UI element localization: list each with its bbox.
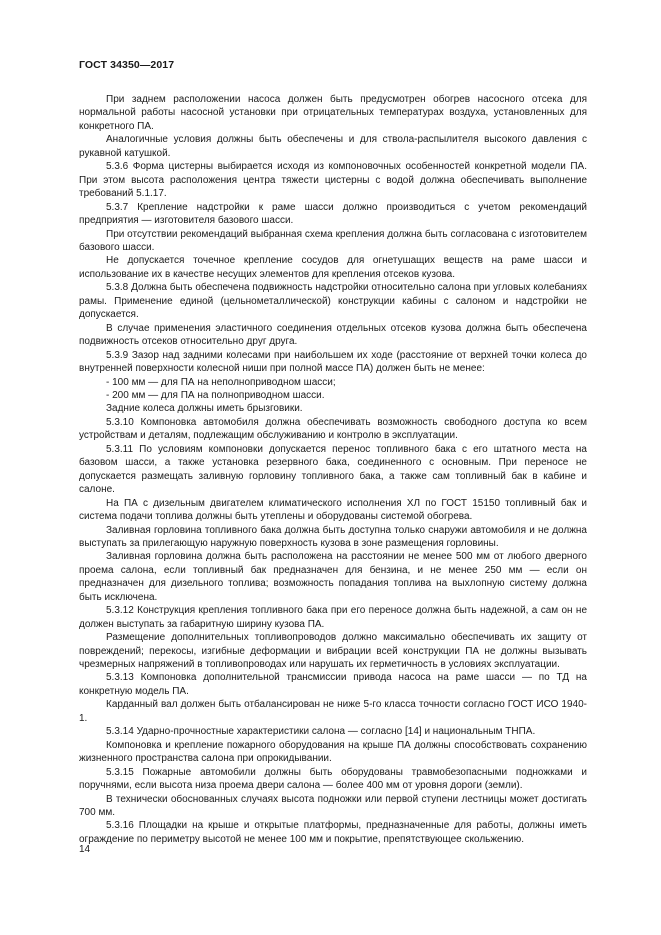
paragraph: 5.3.16 Площадки на крыше и открытые платформы, предназначенные для работы, должны иметь ограждение по периметру высотой не менее 100 мм и покрытие, препятствующее скольжению.	[79, 820, 587, 845]
list-item: - 100 мм — для ПА на неполноприводном шасси;	[106, 376, 336, 388]
paragraph: Аналогичные условия должны быть обеспечены и для ствола-распылителя высокого давления с рукавной катушкой.	[79, 134, 587, 159]
paragraph: 5.3.6 Форма цистерны выбирается исходя из компоновочных особенностей конкретной модели ПА. При этом высота расположения центра тяжести цистерны с водой должна обеспечивать выполнение требований 5.1.17.	[79, 161, 587, 200]
paragraph: Заливная горловина топливного бака должна быть доступна только снаружи автомобиля и не должна выступать за прилегающую наружную поверхность кузова в зоне размещения горловины.	[79, 524, 587, 549]
paragraph: Не допускается точечное крепление сосудов для огнетушащих веществ на раме шасси и использование их в качестве несущих элементов для крепления отсеков кузова.	[79, 255, 587, 280]
paragraph: Задние колеса должны иметь брызговики.	[106, 403, 303, 415]
document-header: ГОСТ 34350—2017	[79, 59, 175, 71]
list-item: - 200 мм — для ПА на полноприводном шасси.	[106, 389, 325, 401]
paragraph: Заливная горловина должна быть расположена на расстоянии не менее 500 мм от любого дверного проема салона, если топливный бак предназначен для бензина, и не менее 250 мм — если он предназначен для дизельного топлива; возможность попадания топлива на выхлопную систему должна быть исключена.	[79, 551, 587, 603]
paragraph: 5.3.15 Пожарные автомобили должны быть оборудованы травмобезопасными подножками и поручнями, если высота низа проема двери салона — более 400 мм от уровня дороги (земли).	[79, 766, 587, 792]
paragraph: 5.3.13 Компоновка дополнительной трансмиссии привода насоса на раме шасси — по ТД на конкретную модель ПА.	[79, 672, 587, 697]
paragraph: 5.3.10 Компоновка автомобиля должна обеспечивать возможность свободного доступа ко всем устройствам и деталям, подлежащим обслуживанию и контролю в эксплуатации.	[79, 416, 587, 442]
paragraph: 5.3.12 Конструкция крепления топливного бака при его переносе должна быть надежной, а сам он не должен выступать за габаритную ширину кузова ПА.	[79, 605, 587, 630]
paragraph: В случае применения эластичного соединения отдельных отсеков кузова должна быть обеспечена подвижность отсеков относительно друг друга.	[79, 322, 587, 348]
paragraph: При заднем расположении насоса должен быть предусмотрен обогрев насосного отсека для нормальной работы насосной установки при отрицательных температурах воздуха, установленных для конкретного ПА.	[79, 94, 587, 132]
paragraph: 5.3.11 По условиям компоновки допускается перенос топливного бака с его штатного места на базовом шасси, а также установка резервного бака, соединенного с основным. При переносе не допускается размещать заливную горловину топливного бака, а также сам топливный бак в кабине и салоне.	[79, 443, 587, 496]
paragraph: На ПА с дизельным двигателем климатического исполнения ХЛ по ГОСТ 15150 топливный бак и система подачи топлива должны быть утеплены и оборудованы системой обогрева.	[79, 497, 587, 523]
paragraph: Размещение дополнительных топливопроводов должно максимально обеспечивать их защиту от повреждений; перекосы, изгибные деформации и вибрации всей конструкции ПА не должны вызывать чрезмерных напряжений в топливопроводах или нарушать их герметичность в условиях эксплуатации.	[79, 632, 587, 671]
page-number: 14	[79, 844, 91, 855]
paragraph: 5.3.8 Должна быть обеспечена подвижность надстройки относительно салона при угловых колебаниях рамы. Применение единой (цельнометаллической) конструкции кабины с салоном и надстройки не допускается.	[79, 282, 587, 321]
paragraph: Карданный вал должен быть отбалансирован не ниже 5-го класса точности согласно ГОСТ ИСО 1940-1.	[79, 699, 587, 724]
paragraph: 5.3.9 Зазор над задними колесами при наибольшем их ходе (расстояние от верхней точки колеса до внутренней поверхности колесной ниши при полной массе ПА) должен быть не менее:	[79, 349, 587, 375]
paragraph: 5.3.14 Ударно-прочностные характеристики салона — согласно [14] и национальным ТНПА.	[106, 726, 536, 738]
document-body	[79, 93, 587, 846]
paragraph: Компоновка и крепление пожарного оборудования на крыше ПА должны способствовать сохранению жизненного пространства салона при опрокидывании.	[79, 739, 587, 765]
paragraph: При отсутствии рекомендаций выбранная схема крепления должна быть согласована с изготовителем базового шасси.	[79, 228, 587, 253]
paragraph: 5.3.7 Крепление надстройки к раме шасси должно производиться с учетом рекомендаций предприятия — изготовителя базового шасси.	[79, 201, 587, 227]
paragraph: В технически обоснованных случаях высота подножки или первой ступени лестницы может достигать 700 мм.	[79, 793, 587, 819]
